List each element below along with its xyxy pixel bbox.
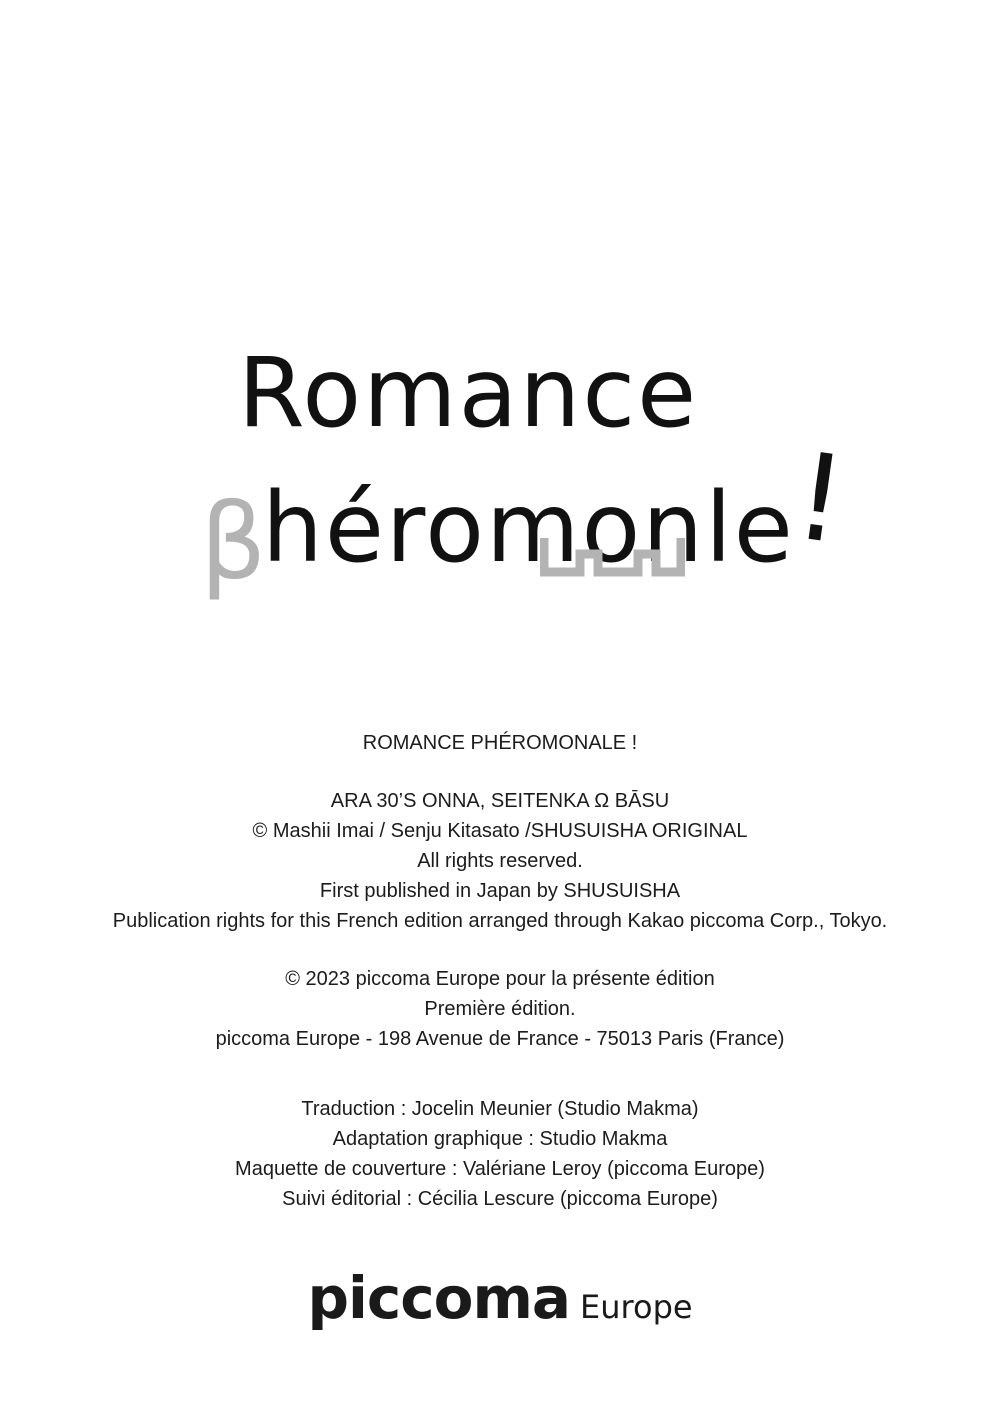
logo-line-pheromonale xyxy=(200,427,854,603)
logo-beta-glyph: β xyxy=(200,481,267,603)
copyright-authors: © Mashii Imai / Senju Kitasato /SHUSUISHA ORIGINAL xyxy=(252,820,748,842)
series-title-logo xyxy=(0,0,1000,620)
logo-omega-shape xyxy=(540,532,685,580)
original-rights-block xyxy=(0,786,1000,936)
edition-copyright: © 2023 piccoma Europe pour la présente édition xyxy=(285,968,715,990)
rights-reserved: All rights reserved. xyxy=(417,850,583,872)
publisher-logo-region: Europe xyxy=(580,1288,693,1326)
credits-block xyxy=(0,728,1000,1214)
edition-number: Première édition. xyxy=(424,998,576,1020)
publisher-logo xyxy=(0,1264,1000,1332)
staff-adaptation: Adaptation graphique : Studio Makma xyxy=(332,1128,668,1150)
staff-cover: Maquette de couverture : Valériane Leroy (piccoma Europe) xyxy=(235,1158,765,1180)
staff-translation: Traduction : Jocelin Meunier (Studio Makma) xyxy=(301,1098,699,1120)
logo-text-pheromonale: héromonle xyxy=(262,472,795,584)
edition-block xyxy=(0,964,1000,1054)
publisher-address: piccoma Europe - 198 Avenue de France - 75013 Paris (France) xyxy=(215,1028,785,1050)
publication-rights: Publication rights for this French edition arranged through Kakao piccoma Corp., Tokyo. xyxy=(112,910,888,932)
logo-exclamation: ! xyxy=(786,427,854,572)
edition-title: ROMANCE PHÉROMONALE ! xyxy=(362,732,638,754)
publisher-logo-name: piccoma xyxy=(307,1264,571,1332)
first-published: First published in Japan by SHUSUISHA xyxy=(319,880,681,902)
original-title: ARA 30’S ONNA, SEITENKA Ω BĀSU xyxy=(330,790,670,812)
staff-block xyxy=(0,1094,1000,1214)
staff-editorial: Suivi éditorial : Cécilia Lescure (piccoma Europe) xyxy=(282,1188,718,1210)
logo-line-romance: Romance xyxy=(238,337,699,449)
